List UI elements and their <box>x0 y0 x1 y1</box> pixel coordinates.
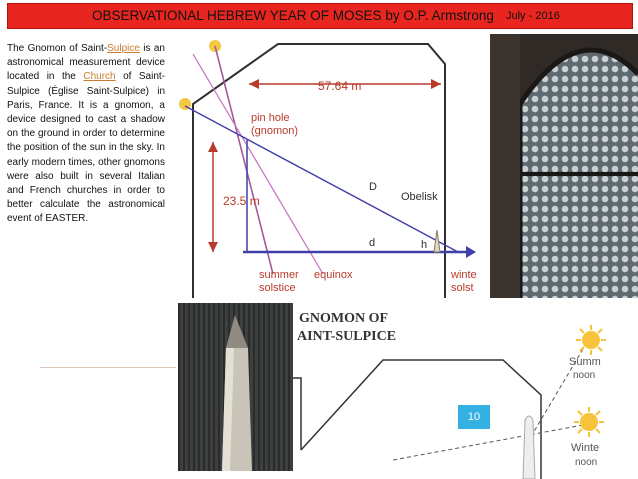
slide-title: OBSERVATIONAL HEBREW YEAR OF MOSES by O.P. Armstrong <box>92 8 494 23</box>
obelisk-drawing <box>523 416 535 479</box>
link-sulpice[interactable]: Sulpice <box>107 43 140 54</box>
pinhole-label: pin hole <box>251 112 290 124</box>
sun-icon <box>574 407 604 437</box>
height-label: 23.5 m <box>223 194 260 208</box>
gnomon-drawing <box>293 300 638 479</box>
description-panel <box>7 41 165 299</box>
description-part-3: of Saint-Sulpice (Église Saint-Sulpice) in Paris, France. It is a gnomon, a device designed to cast a shadow on the ground in order to determine the position of the sun in the sky. In early modern times, other gnomons were also built in several Italian and French churches in order to better calculate the astronomical event of EASTER. <box>7 71 165 225</box>
winter-label: solst <box>451 282 474 294</box>
drawing-title: AINT-SULPICE <box>297 329 397 344</box>
winter-noon-label: noon <box>575 457 598 468</box>
winter-label: winte <box>451 269 477 281</box>
sun-icon <box>576 325 606 355</box>
description-text <box>7 42 165 227</box>
summer-label: summer <box>259 269 299 281</box>
link-church[interactable]: Church <box>83 71 116 83</box>
title-bar <box>7 3 633 29</box>
summer-label: solstice <box>259 282 296 294</box>
D-label: D <box>369 181 377 193</box>
slide-date: July - 2016 <box>506 10 560 22</box>
page-number-badge: 10 <box>457 404 491 430</box>
h-label: h <box>421 239 428 251</box>
divider-line <box>40 367 176 368</box>
equinox-label: equinox <box>314 269 353 281</box>
obelisk-label: Obelisk <box>401 191 438 203</box>
summer-noon-label: Summ <box>569 356 601 368</box>
gnomon-diagram <box>173 34 493 298</box>
d-label: d <box>369 237 376 249</box>
obelisk-photo <box>178 303 293 471</box>
drawing-title: GNOMON OF <box>299 311 389 326</box>
width-label: 57.64 m <box>318 79 362 93</box>
rose-window-photo <box>490 34 638 298</box>
pinhole-label: (gnomon) <box>251 125 299 137</box>
description-part-2: is an astronomical measurement device located in the <box>7 43 165 83</box>
description-part-1: The Gnomon of Saint- <box>7 43 108 54</box>
winter-noon-label: Winte <box>571 442 600 454</box>
summer-noon-label: noon <box>573 370 596 381</box>
